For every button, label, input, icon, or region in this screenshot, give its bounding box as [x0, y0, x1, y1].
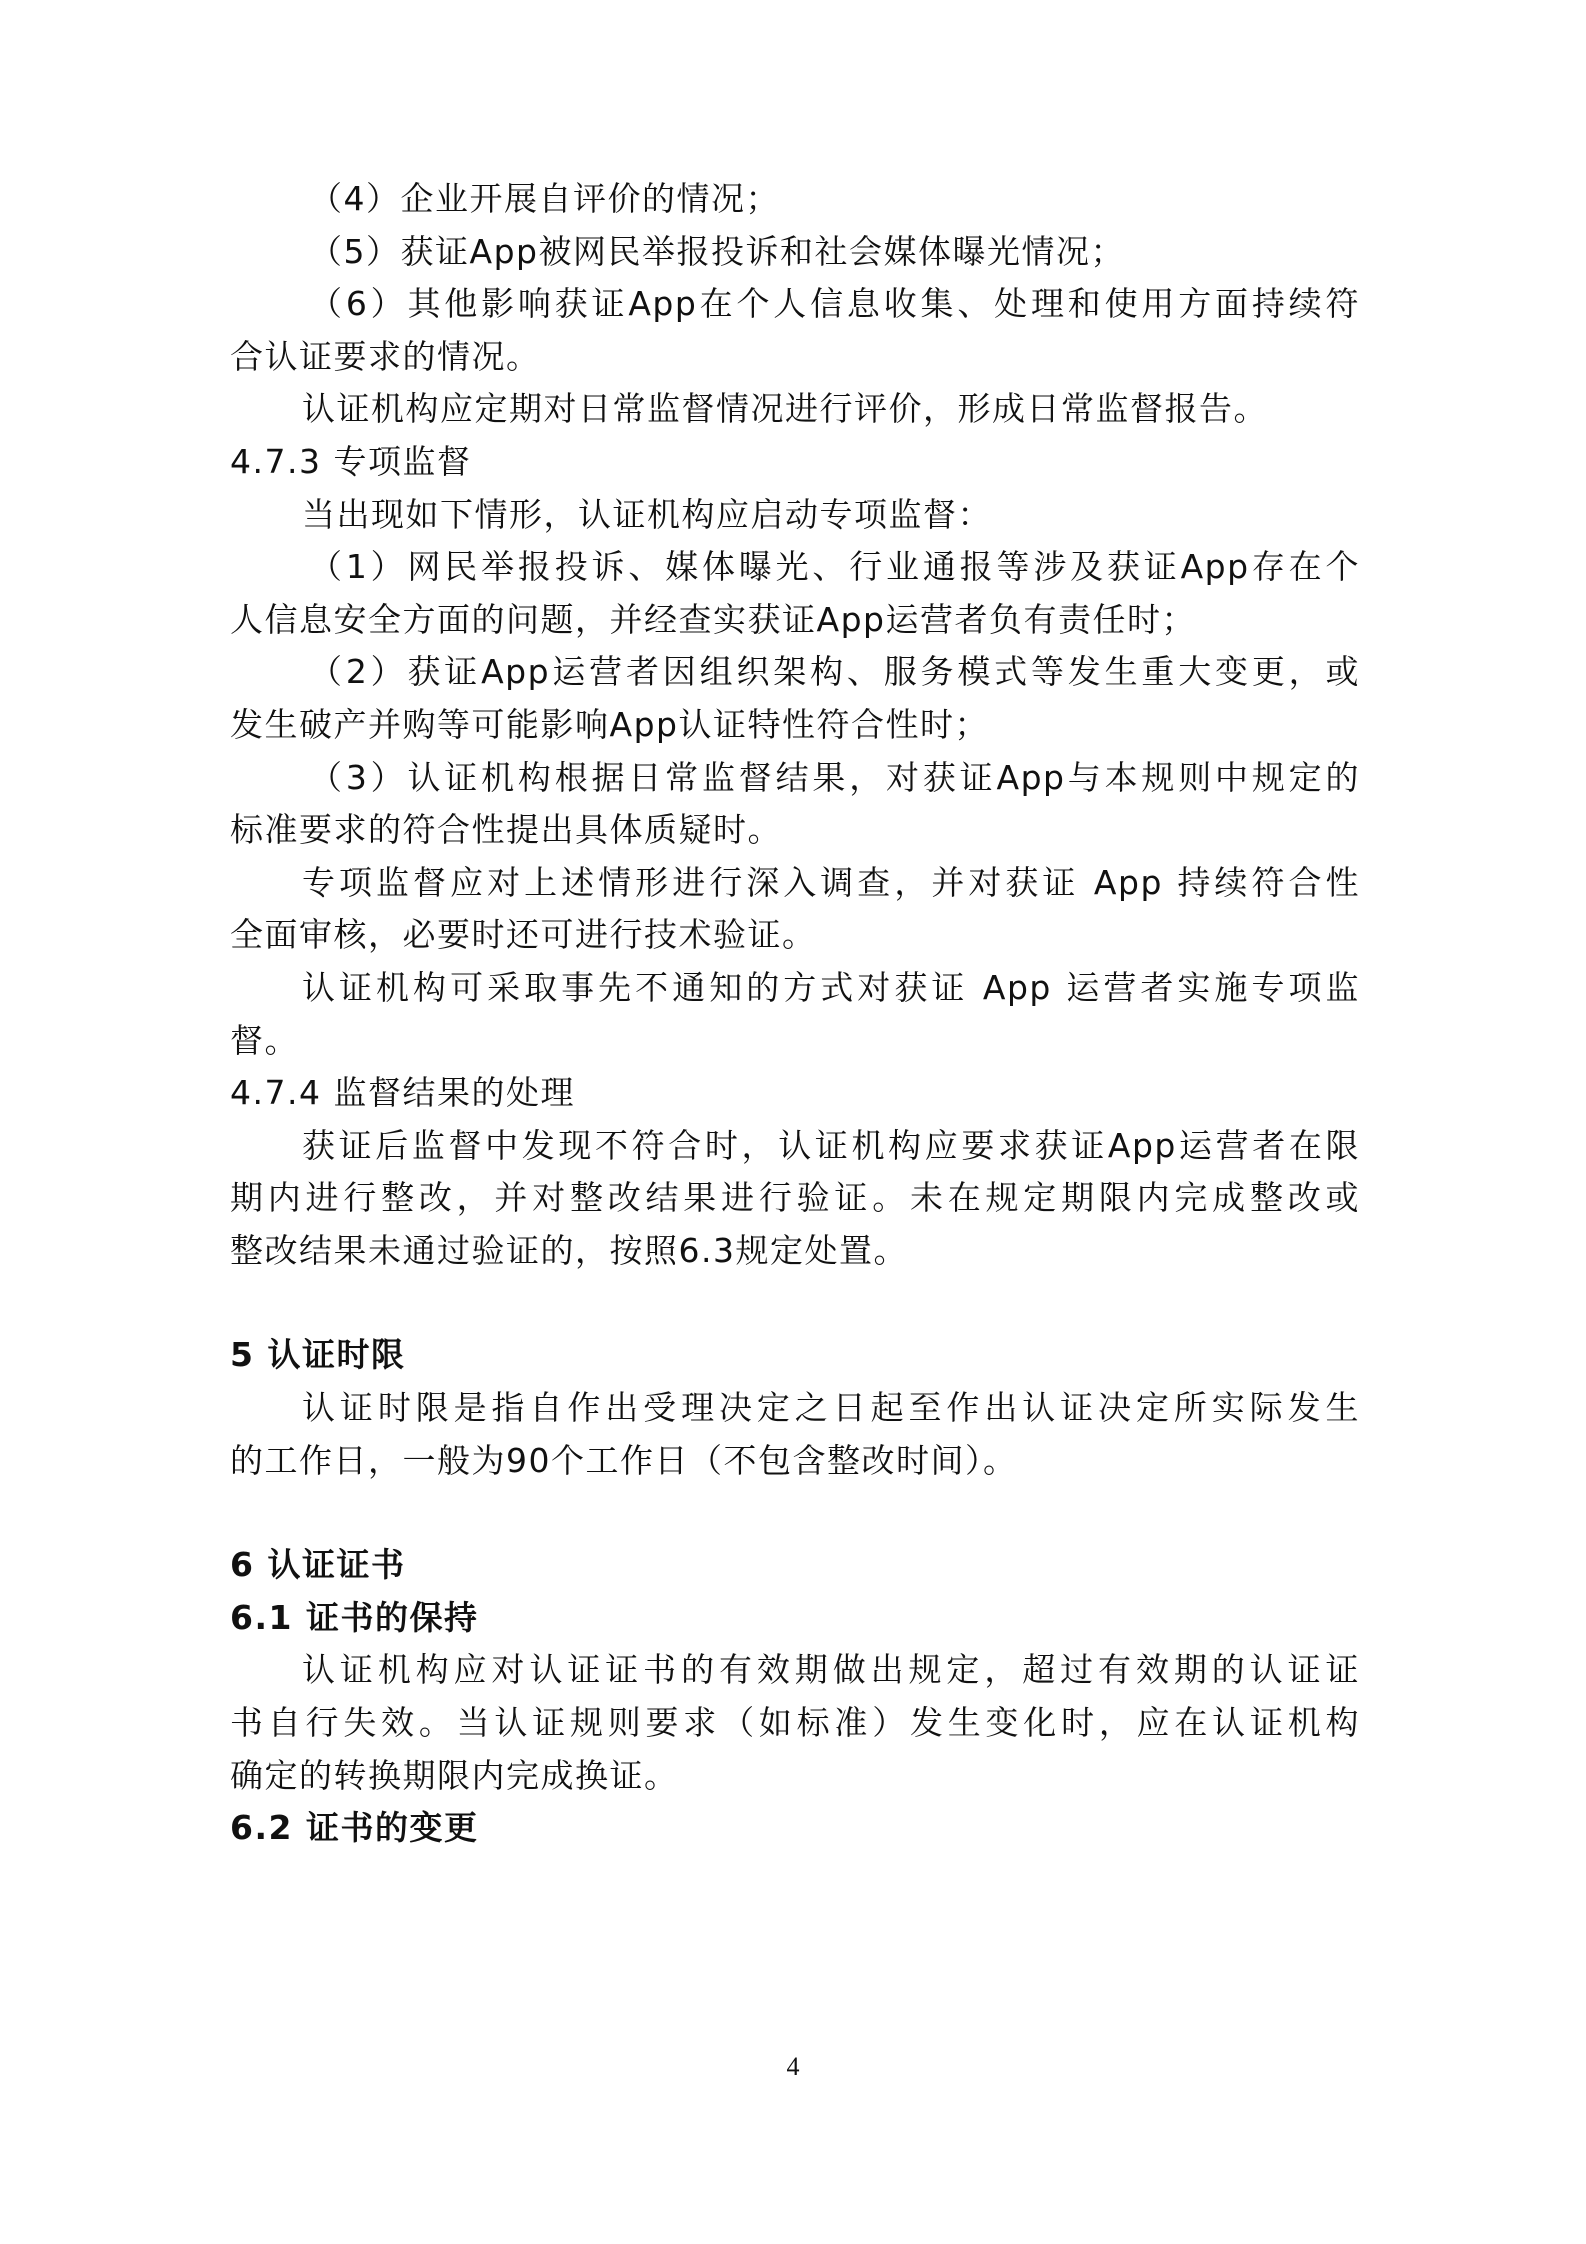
section-heading-5: 5 认证时限 — [230, 1335, 406, 1375]
document-body — [230, 173, 1360, 1855]
paragraph-unannounced-line-2: 督。 — [230, 1020, 299, 1060]
special-item-1-line-2: 人信息安全方面的问题，并经查实获证App运营者负有责任时； — [230, 599, 1196, 639]
list-item-5: （5）获证App被网民举报投诉和社会媒体曝光情况； — [309, 231, 1125, 271]
paragraph-result-handling-line-2: 期内进行整改，并对整改结果进行验证。未在规定期限内完成整改或 — [230, 1178, 1360, 1218]
special-item-2-line-1: （2）获证App运营者因组织架构、服务模式等发生重大变更，或 — [309, 652, 1360, 692]
paragraph-time-limit-line-1: 认证时限是指自作出受理决定之日起至作出认证决定所实际发生 — [302, 1388, 1360, 1428]
paragraph-daily-supervision-report: 认证机构应定期对日常监督情况进行评价，形成日常监督报告。 — [302, 389, 1268, 429]
paragraph-special-investigation-line-2: 全面审核，必要时还可进行技术验证。 — [230, 915, 817, 955]
paragraph-certificate-keep-line-3: 确定的转换期限内完成换证。 — [230, 1755, 679, 1795]
paragraph-unannounced-line-1: 认证机构可采取事先不通知的方式对获证 App 运营者实施专项监 — [302, 967, 1360, 1007]
paragraph-certificate-keep-line-1: 认证机构应对认证证书的有效期做出规定，超过有效期的认证证 — [302, 1650, 1360, 1690]
special-item-3-line-2: 标准要求的符合性提出具体质疑时。 — [230, 810, 782, 850]
section-spacer — [230, 1487, 1360, 1539]
section-heading-6-2: 6.2 证书的变更 — [230, 1808, 479, 1848]
special-item-3-line-1: （3）认证机构根据日常监督结果，对获证App与本规则中规定的 — [309, 757, 1360, 797]
section-heading-6-1: 6.1 证书的保持 — [230, 1597, 479, 1637]
paragraph-result-handling-line-1: 获证后监督中发现不符合时，认证机构应要求获证App运营者在限 — [302, 1125, 1360, 1165]
list-item-4: （4）企业开展自评价的情况； — [309, 179, 780, 218]
paragraph-certificate-keep-line-2: 书自行失效。当认证规则要求（如标准）发生变化时，应在认证机构 — [230, 1703, 1360, 1743]
paragraph-special-investigation-line-1: 专项监督应对上述情形进行深入调查，并对获证 App 持续符合性 — [302, 862, 1360, 902]
section-heading-4-7-3: 4.7.3 专项监督 — [230, 441, 472, 481]
section-heading-4-7-4: 4.7.4 监督结果的处理 — [230, 1073, 575, 1113]
section-spacer — [230, 1277, 1360, 1329]
special-item-2-line-2: 发生破产并购等可能影响App认证特性符合性时； — [230, 704, 989, 744]
paragraph-result-handling-line-3: 整改结果未通过验证的，按照6.3规定处置。 — [230, 1230, 908, 1270]
list-item-6-line-2: 合认证要求的情况。 — [230, 336, 541, 376]
page-number: 4 — [786, 2052, 800, 2081]
paragraph-time-limit-line-2: 的工作日，一般为90个工作日（不包含整改时间）。 — [230, 1440, 1018, 1480]
section-heading-6: 6 认证证书 — [230, 1545, 406, 1585]
paragraph-special-supervision-intro: 当出现如下情形，认证机构应启动专项监督： — [302, 494, 992, 534]
special-item-1-line-1: （1）网民举报投诉、媒体曝光、行业通报等涉及获证App存在个 — [309, 547, 1360, 587]
list-item-6-line-1: （6）其他影响获证App在个人信息收集、处理和使用方面持续符 — [309, 284, 1360, 324]
